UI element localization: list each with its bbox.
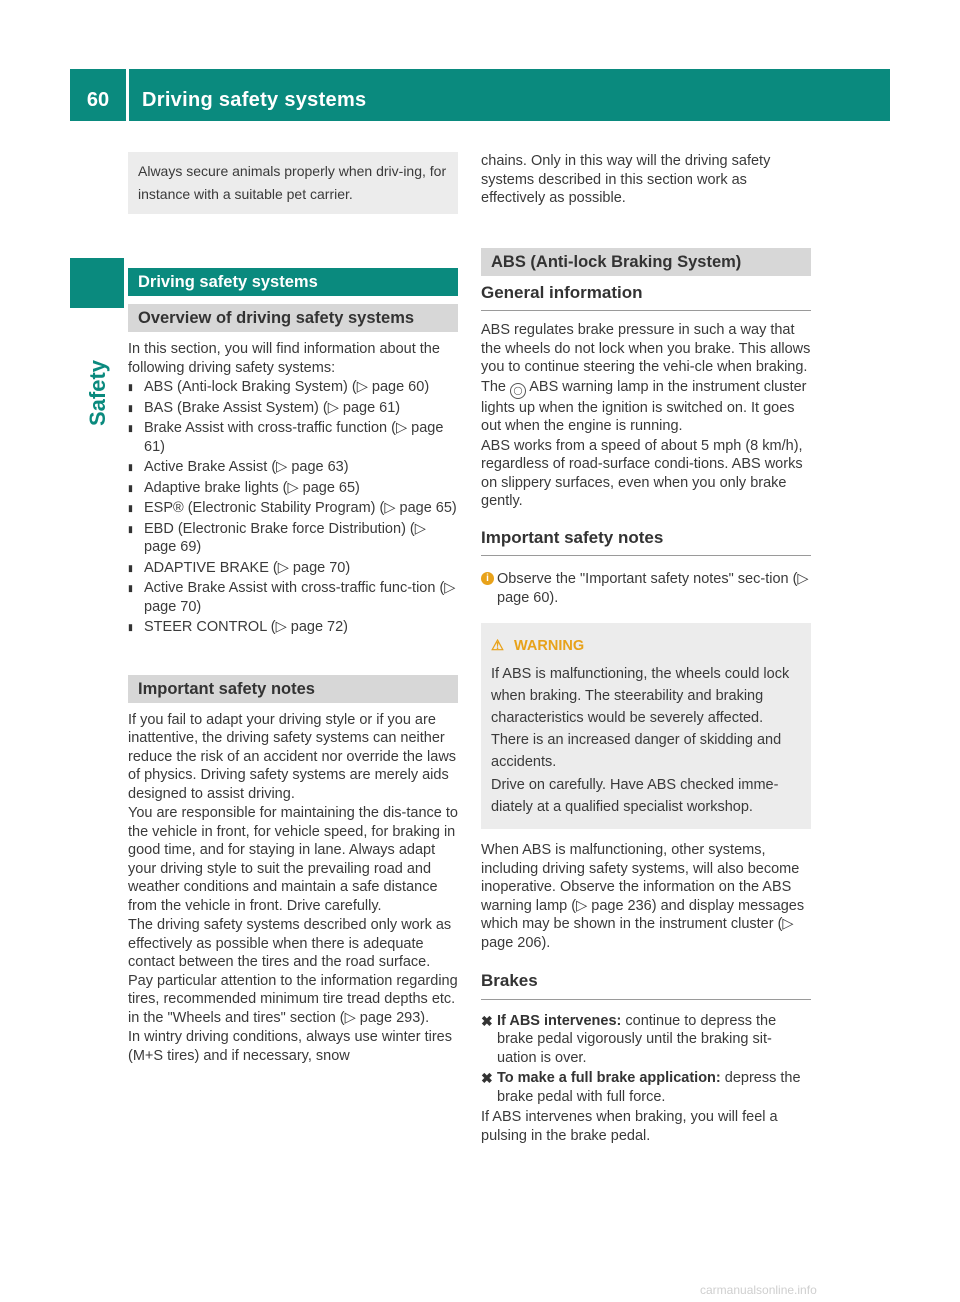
section-title-bar [128,268,458,296]
list-item[interactable]: ▮ Active Brake Assist with cross-traffic func-tion (▷ page 70) [128,579,458,616]
brakes-steps [481,1012,811,1107]
animals-note-text: Always secure animals properly when driv-ing, for instance with a suitable pet carrier. [138,163,447,202]
safety-paragraph-4: In wintry driving conditions, always use winter tires (M+S tires) and if necessary, snow [128,1029,452,1064]
list-item[interactable]: ▮ ESP® (Electronic Stability Program) (▷ page 65) [128,499,458,518]
header-title: Driving safety systems [142,89,367,111]
general-paragraph-1: ABS regulates brake pressure in such a way that the wheels do not lock when you brake. This allows you to continue steering the vehi-cle when braking. [481,322,811,375]
abs-warning-icon: ◯ [510,383,526,399]
right-column [481,152,811,1146]
general-paragraph-3: ABS works from a speed of about 5 mph (8 km/h), regardless of road-surface condi-tions. ABS works on slippery surfaces, even when you only brake gently. [481,437,803,509]
list-item[interactable]: ▮ Brake Assist with cross-traffic function (▷ page 61) [128,419,458,456]
abs-title-bar [481,248,811,276]
overview-intro: In this section, you will find information about the following driving safety systems: [128,341,440,376]
notes-title: Important safety notes [481,529,811,557]
brakes-paragraph: If ABS intervenes when braking, you will feel a pulsing in the brake pedal. [481,1109,778,1144]
warning-box [481,623,811,829]
side-tab-label: Safety [85,359,110,426]
list-item[interactable]: ▮ Active Brake Assist (▷ page 63) [128,458,458,477]
general-title: General information [481,284,811,312]
general-paragraph-2: The ◯ ABS warning lamp in the instrument cluster lights up when the ignition is switched on. It goes out when the engine is running. [481,378,807,434]
safety-paragraph-2: You are responsible for maintaining the dis-tance to the vehicle in front, for vehicle speed, for braking in good time, and for staying in lane. Always adapt your driving style to suit the prevailing road and weather conditions and maintain a safe distance from the vehicle in front. Drive carefully. [128,805,458,914]
side-tab [78,320,118,430]
info-note [481,570,811,607]
left-column [128,152,458,1066]
section-title: Driving safety systems [138,273,318,291]
list-item: ✖ If ABS intervenes: continue to depress the brake pedal vigorously until the braking sit-uation is over. [481,1012,777,1066]
animals-note [128,152,458,214]
page-number: 60 [86,89,110,111]
list-item[interactable]: ▮ BAS (Brake Assist System) (▷ page 61) [128,399,458,418]
warning-icon: ⚠ [491,638,504,654]
list-item[interactable]: ▮ ADAPTIVE BRAKE (▷ page 70) [128,559,458,578]
page-header [70,69,890,121]
list-item[interactable]: ▮ ABS (Anti-lock Braking System) (▷ page 60) [128,378,458,397]
malfunction-paragraph: When ABS is malfunctioning, other systems, including driving safety systems, will also become inoperative. Observe the information on the ABS warning lamp (▷ page 236) and display messages which may be shown in the instrument cluster (▷ page 206). [481,842,805,951]
safety-paragraph-1: If you fail to adapt your driving style or if you are inattentive, the driving safety systems can neither reduce the risk of an accident nor override the laws of physics. Driving safety systems are merely aids designed to assist driving. [128,711,457,802]
safety-paragraph-3: The driving safety systems described only work as effectively as possible when there is adequate contact between the tires and the road surface. Pay particular attention to the information regarding tires, recommended minimum tire tread depths etc. in the "Wheels and tires" section (▷ page 293). [128,917,458,1026]
footer-watermark: carmanualsonline.info [700,1283,817,1297]
continued-paragraph: chains. Only in this way will the driving safety systems described in this section work as effectively as possible. [481,153,771,206]
brakes-title: Brakes [481,972,811,1000]
abs-title: ABS (Anti-lock Braking System) [491,252,742,271]
overview-title-bar [128,304,458,332]
side-tab-block [70,258,124,308]
systems-list [128,378,458,637]
arrow-icon: ✖ [481,1070,493,1086]
arrow-icon: ✖ [481,1012,493,1029]
warning-label: WARNING [514,638,585,654]
warning-paragraph-1: If ABS is malfunctioning, the wheels could lock when braking. The steerability and braking characteristics would be severely affected. There is an increased danger of skidding and accidents. [491,666,790,770]
safety-title-bar [128,675,458,703]
list-item[interactable]: ▮ STEER CONTROL (▷ page 72) [128,618,458,637]
overview-title: Overview of driving safety systems [138,309,415,327]
info-text: Observe the "Important safety notes" sec-tion (▷ page 60). [497,571,809,606]
header-divider [126,69,129,121]
list-item[interactable]: ▮ Adaptive brake lights (▷ page 65) [128,479,458,498]
safety-title: Important safety notes [138,679,315,698]
list-item[interactable]: ▮ EBD (Electronic Brake force Distribution) (▷ page 69) [128,520,458,557]
warning-header [491,635,801,657]
list-item: ✖ To make a full brake application: depress the brake pedal with full force. [481,1070,801,1105]
info-icon: i [481,572,494,585]
warning-paragraph-2: Drive on carefully. Have ABS checked imme-diately at a qualified specialist workshop. [491,777,779,815]
